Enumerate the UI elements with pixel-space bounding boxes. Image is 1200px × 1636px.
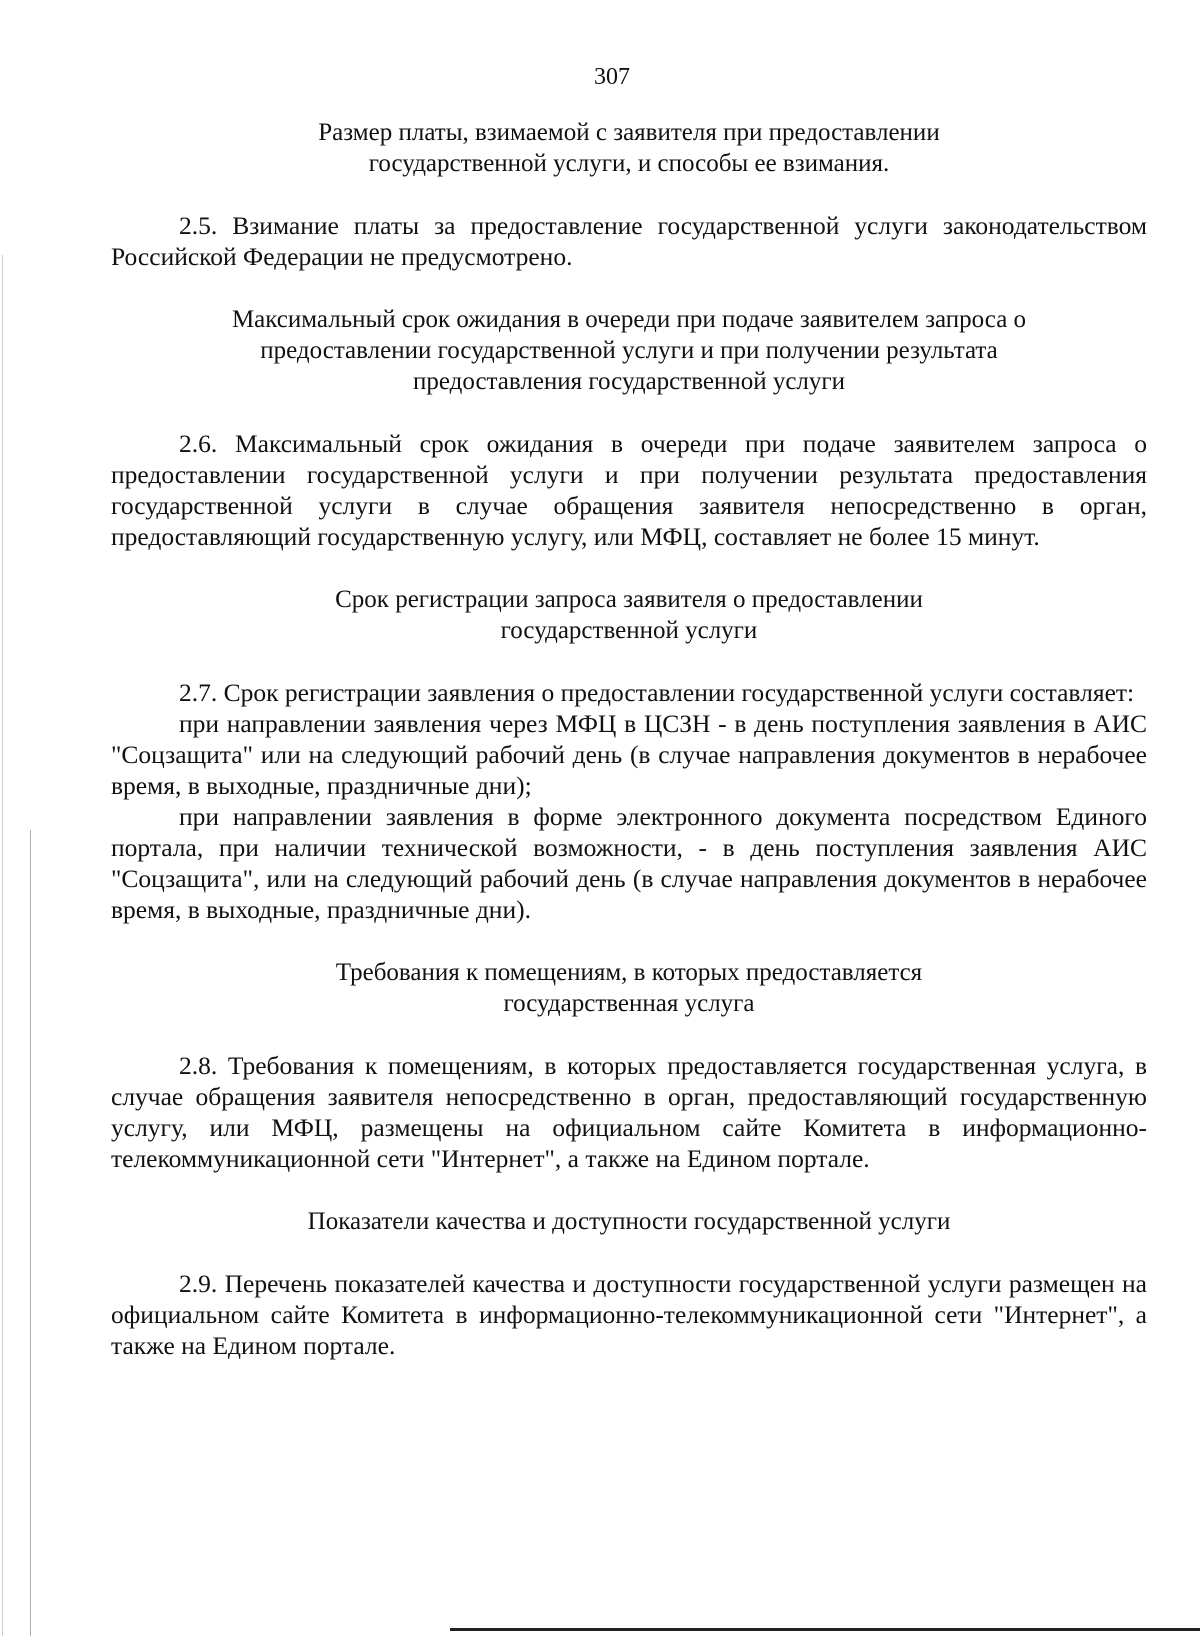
heading-line: Срок регистрации запроса заявителя о предоставлении xyxy=(335,586,923,613)
paragraph-2-9: 2.9. Перечень показателей качества и доступности государственной услуги размещен на официальном сайте Комитета в информационно-телекоммуникационной сети "Интернет", а также на Едином портале. xyxy=(111,1269,1147,1360)
section-heading xyxy=(111,957,1147,1019)
heading-line: предоставлении государственной услуги и при получении результата xyxy=(260,337,998,364)
section-premises xyxy=(111,957,1147,1174)
section-fee xyxy=(111,117,1147,272)
section-registration-time xyxy=(111,584,1147,925)
scan-binding-line xyxy=(30,830,31,1636)
section-waiting-time xyxy=(111,304,1147,552)
paragraph-2-7-mfc: при направлении заявления через МФЦ в ЦСЗН - в день поступления заявления в АИС "Соцзащита" или на следующий рабочий день (в случае направления документов в нерабочее время, в выходные, праздничные дни); xyxy=(111,709,1147,800)
scan-edge-line xyxy=(2,255,3,1636)
heading-line: Максимальный срок ожидания в очереди при подаче заявителем запроса о xyxy=(231,306,1027,333)
heading-line: предоставления государственной услуги xyxy=(412,368,846,395)
heading-line: Требования к помещениям, в которых предоставляется xyxy=(335,959,923,986)
section-heading xyxy=(111,584,1147,646)
heading-line: государственной услуги xyxy=(500,617,758,644)
heading-line: Размер платы, взимаемой с заявителя при предоставлении xyxy=(318,119,940,146)
paragraph-2-5: 2.5. Взимание платы за предоставление государственной услуги законодательством Российской Федерации не предусмотрено. xyxy=(111,211,1147,271)
heading-line: государственной услуги, и способы ее взимания. xyxy=(368,150,890,177)
scan-bottom-edge xyxy=(450,1628,1200,1631)
section-heading xyxy=(111,117,1147,179)
paragraph-2-7-portal: при направлении заявления в форме электронного документа посредством Единого портала, при наличии технической возможности, - в день поступления заявления АИС "Соцзащита", или на следующий рабочий день (в случае направления документов в нерабочее время, в выходные, праздничные дни). xyxy=(111,802,1147,924)
heading-line: Показатели качества и доступности государственной услуги xyxy=(307,1208,951,1235)
paragraph-2-6: 2.6. Максимальный срок ожидания в очереди при подаче заявителем запроса о предоставлении государственной услуги и при получении результата предоставления государственной услуги в случае обращения заявителя непосредственно в орган, предоставляющий государственную услугу, или МФЦ, составляет не более 15 минут. xyxy=(111,429,1147,551)
document-body xyxy=(111,117,1147,1361)
section-quality xyxy=(111,1206,1147,1361)
paragraph-2-7: 2.7. Срок регистрации заявления о предоставлении государственной услуги составляет: xyxy=(179,678,1135,707)
page-number: 307 xyxy=(594,64,630,90)
section-heading xyxy=(111,304,1147,397)
paragraph-2-8: 2.8. Требования к помещениям, в которых предоставляется государственная услуга, в случае обращения заявителя непосредственно в орган, предоставляющий государственную услугу, или МФЦ, размещены на официальном сайте Комитета в информационно-телекоммуникационной сети "Интернет", а также на Едином портале. xyxy=(111,1051,1147,1173)
section-heading xyxy=(111,1206,1147,1237)
heading-line: государственная услуга xyxy=(503,990,755,1017)
